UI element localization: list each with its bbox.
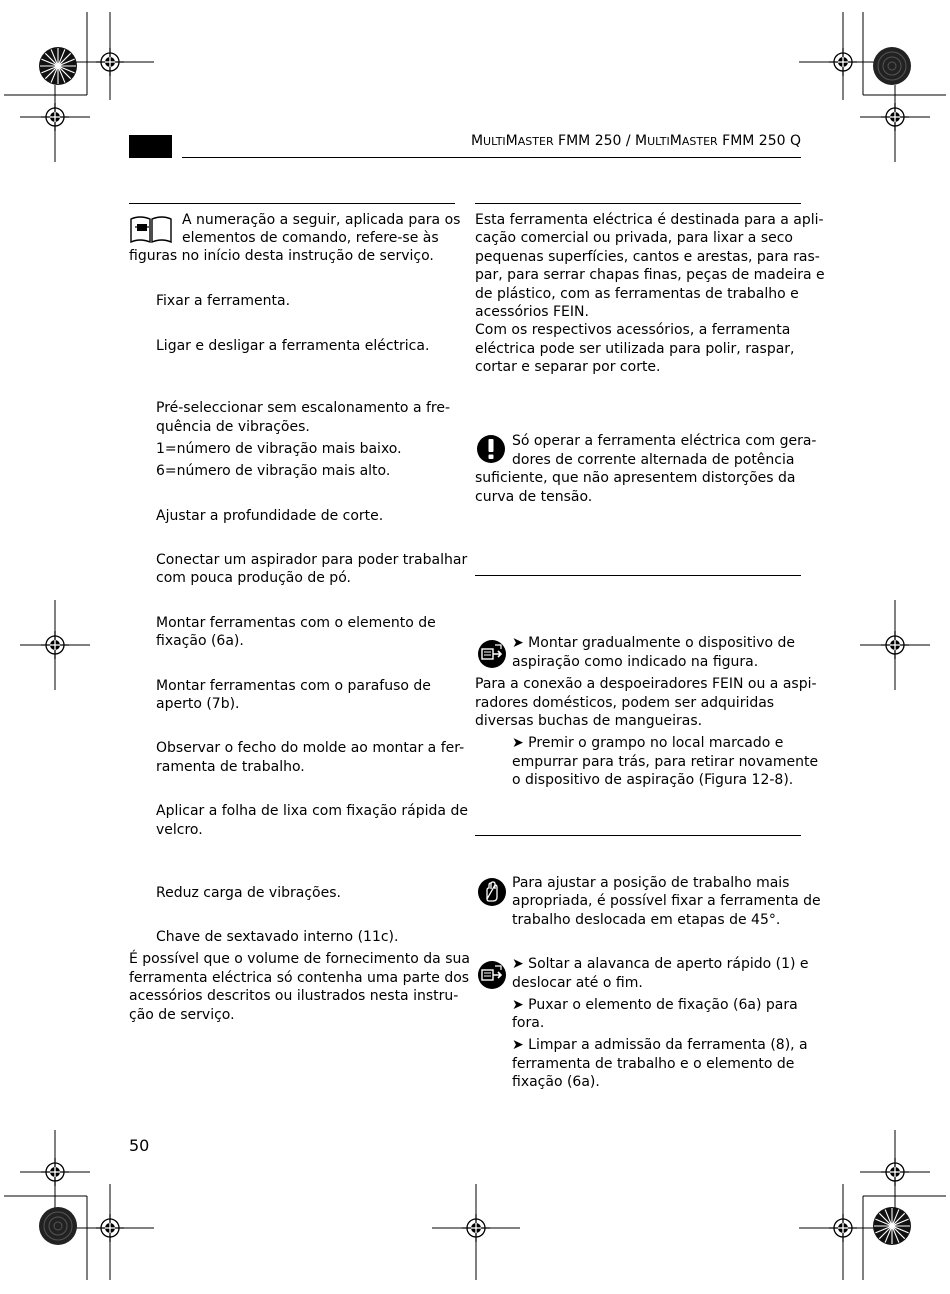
delivery-note-line-2: ferramenta eléctrica só contenha uma parte dos bbox=[129, 970, 470, 986]
header-title: MULTIMASTER FMM 250 / MULTIMASTER FMM 250 Q bbox=[470, 133, 801, 149]
warning-icon bbox=[476, 434, 506, 464]
intended-use-line-5: de plástico, com as ferramentas de trabalho e bbox=[475, 286, 799, 302]
right-section-rule-1 bbox=[475, 203, 801, 204]
item-vacuum-line-1: Conectar um aspirador para poder trabalhar bbox=[156, 552, 468, 568]
step3-line-3: fixação (6a). bbox=[512, 1074, 600, 1090]
dust-remove-line-2: empurrar para trás, para retirar novamente bbox=[512, 754, 819, 770]
item-fix-tool: Fixar a ferramenta. bbox=[156, 293, 291, 309]
step2-line-1: ➤ Puxar o elemento de fixação (6a) para bbox=[512, 997, 798, 1013]
position-line-1: Para ajustar a posição de trabalho mais bbox=[512, 875, 790, 891]
step3-line-1: ➤ Limpar a admissão da ferramenta (8), a bbox=[512, 1037, 808, 1053]
item-velcro-line-2: velcro. bbox=[156, 822, 203, 838]
dust-para-line-1: Para a conexão a despoeiradores FEIN ou a aspi- bbox=[475, 676, 817, 692]
hint-icon bbox=[477, 877, 507, 907]
intro-line-3: figuras no início desta instrução de serviço. bbox=[129, 248, 434, 264]
left-section-rule bbox=[129, 203, 455, 204]
item-clamp-screw-line-1: Montar ferramentas com o parafuso de bbox=[156, 678, 431, 694]
item-clamp-element-line-1: Montar ferramentas com o elemento de bbox=[156, 615, 436, 631]
position-line-3: trabalho deslocada em etapas de 45°. bbox=[512, 912, 781, 928]
delivery-note-line-4: ção de serviço. bbox=[129, 1007, 235, 1023]
warning-line-4: curva de tensão. bbox=[475, 489, 593, 505]
item-mould-lock-line-1: Observar o fecho do molde ao montar a fer- bbox=[156, 740, 465, 756]
item-velcro-line-1: Aplicar a folha de lixa com fixação rápida de bbox=[156, 803, 468, 819]
item-on-off: Ligar e desligar a ferramenta eléctrica. bbox=[156, 338, 430, 354]
dust-step-line-1: ➤ Montar gradualmente o dispositivo de bbox=[512, 635, 796, 651]
dust-para-line-2: radores domésticos, podem ser adquiridas bbox=[475, 695, 775, 711]
intended-use-line-4: par, para serrar chapas finas, peças de madeira e bbox=[475, 267, 825, 283]
item-frequency-line-4: 6=número de vibração mais alto. bbox=[156, 463, 391, 479]
dust-para-line-3: diversas buchas de mangueiras. bbox=[475, 713, 703, 729]
step1-line-2: deslocar até o fim. bbox=[512, 975, 643, 991]
intended-use-line-6: acessórios FEIN. bbox=[475, 304, 589, 320]
item-frequency-line-3: 1=número de vibração mais baixo. bbox=[156, 441, 402, 457]
item-hex-key: Chave de sextavado interno (11c). bbox=[156, 929, 399, 945]
right-section-rule-3 bbox=[475, 835, 801, 836]
header-rule bbox=[182, 157, 801, 158]
intro-line-2: elementos de comando, refere-se às bbox=[182, 230, 439, 246]
intro-line-1: A numeração a seguir, aplicada para os bbox=[182, 212, 461, 228]
position-line-2: apropriada, é possível fixar a ferramenta de bbox=[512, 893, 821, 909]
intended-use-line-1: Esta ferramenta eléctrica é destinada para a apli- bbox=[475, 212, 824, 228]
warning-line-1: Só operar a ferramenta eléctrica com gera- bbox=[512, 433, 817, 449]
intended-use-line-9: cortar e separar por corte. bbox=[475, 359, 661, 375]
dust-remove-line-1: ➤ Premir o grampo no local marcado e bbox=[512, 735, 784, 751]
item-vibration: Reduz carga de vibrações. bbox=[156, 885, 341, 901]
step3-line-2: ferramenta de trabalho e o elemento de bbox=[512, 1056, 795, 1072]
right-section-rule-2 bbox=[475, 575, 801, 576]
page-number: 50 bbox=[129, 1136, 150, 1155]
item-clamp-screw-line-2: aperto (7b). bbox=[156, 696, 240, 712]
warning-line-3: suficiente, que não apresentem distorções da bbox=[475, 470, 796, 486]
step2-line-2: fora. bbox=[512, 1015, 545, 1031]
item-cut-depth: Ajustar a profundidade de corte. bbox=[156, 508, 384, 524]
intended-use-line-2: cação comercial ou privada, para lixar a seco bbox=[475, 230, 793, 246]
language-tab-block bbox=[129, 135, 172, 158]
item-vacuum-line-2: com pouca produção de pó. bbox=[156, 570, 351, 586]
intended-use-line-8: eléctrica pode ser utilizada para polir, raspar, bbox=[475, 341, 795, 357]
item-frequency-line-2: quência de vibrações. bbox=[156, 419, 310, 435]
item-frequency-line-1: Pré-seleccionar sem escalonamento a fre- bbox=[156, 400, 451, 416]
step1-line-1: ➤ Soltar a alavanca de aperto rápido (1) e bbox=[512, 956, 809, 972]
item-mould-lock-line-2: ramenta de trabalho. bbox=[156, 759, 305, 775]
book-icon bbox=[129, 214, 173, 244]
dust-remove-line-3: o dispositivo de aspiração (Figura 12-8). bbox=[512, 772, 794, 788]
delivery-note-line-1: É possível que o volume de fornecimento da sua bbox=[129, 951, 470, 967]
item-clamp-element-line-2: fixação (6a). bbox=[156, 633, 244, 649]
intended-use-line-3: pequenas superfícies, cantos e arestas, para ras- bbox=[475, 249, 820, 265]
dust-step-line-2: aspiração como indicado na figura. bbox=[512, 654, 759, 670]
warning-line-2: dores de corrente alternada de potência bbox=[512, 452, 795, 468]
delivery-note-line-3: acessórios descritos ou ilustrados nesta instru- bbox=[129, 988, 459, 1004]
intended-use-line-7: Com os respectivos acessórios, a ferramenta bbox=[475, 322, 791, 338]
procedure-icon-2 bbox=[477, 960, 507, 990]
procedure-icon bbox=[477, 639, 507, 669]
